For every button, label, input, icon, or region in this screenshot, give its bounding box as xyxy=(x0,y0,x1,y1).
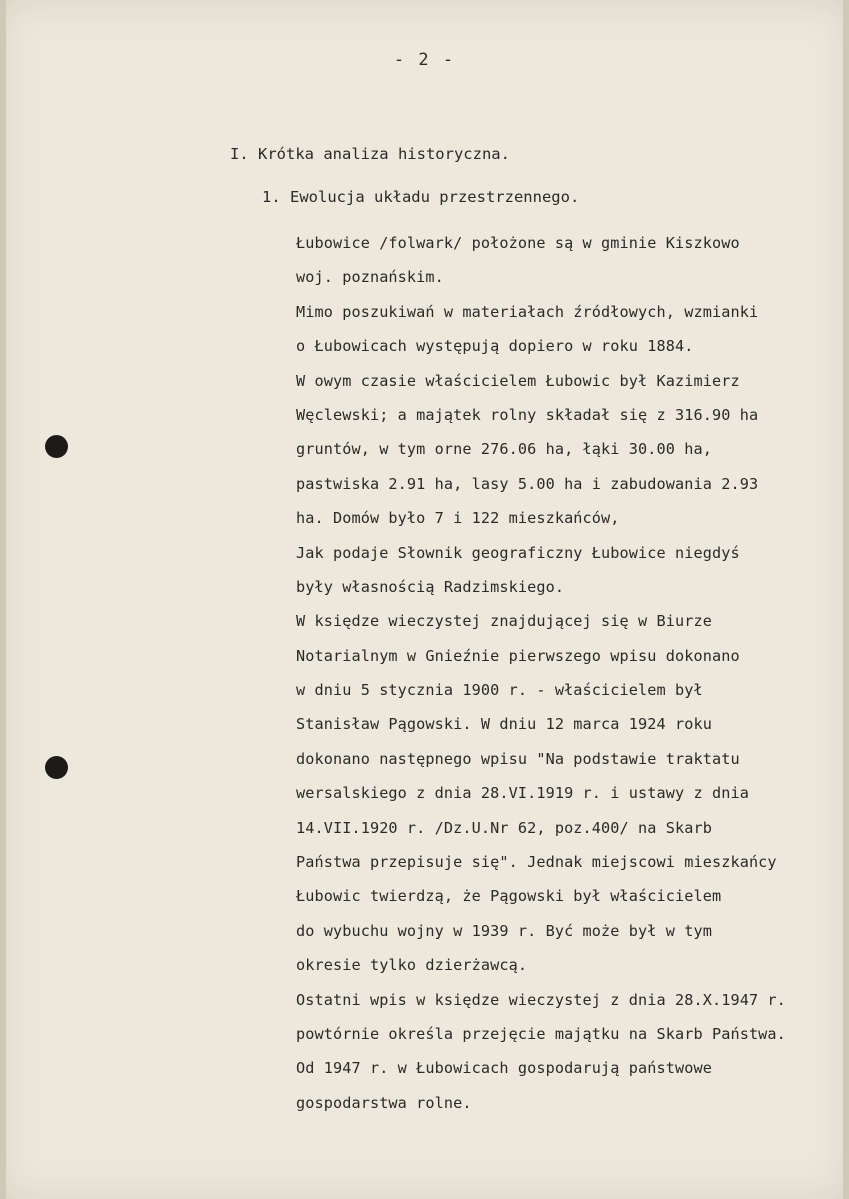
body-line: o Łubowicach występują dopiero w roku 1884. xyxy=(296,337,694,356)
subsection-heading: 1. Ewolucja układu przestrzennego. xyxy=(262,188,580,206)
body-line: powtórnie określa przejęcie majątku na Skarb Państwa. xyxy=(296,1024,786,1043)
body-line: ha. Domów było 7 i 122 mieszkańców, xyxy=(296,509,620,528)
punch-hole xyxy=(45,435,68,458)
body-line: woj. poznańskim. xyxy=(296,268,444,287)
body-line: Państwa przepisuje się". Jednak miejscowi mieszkańcy xyxy=(296,853,777,872)
body-line: pastwiska 2.91 ha, lasy 5.00 ha i zabudowania 2.93 xyxy=(296,474,759,493)
body-line: były własnością Radzimskiego. xyxy=(296,577,565,596)
page-left-edge xyxy=(0,0,6,1199)
body-line: do wybuchu wojny w 1939 r. Być może był w tym xyxy=(296,921,712,940)
body-line: wersalskiego z dnia 28.VI.1919 r. i ustawy z dnia xyxy=(296,784,749,803)
body-line: w dniu 5 stycznia 1900 r. - właścicielem był xyxy=(296,681,703,700)
body-line: Stanisław Pągowski. W dniu 12 marca 1924 roku xyxy=(296,715,712,734)
body-line: Od 1947 r. w Łubowicach gospodarują państwowe xyxy=(296,1059,712,1078)
page-right-edge xyxy=(843,0,849,1199)
body-text xyxy=(296,232,786,1126)
body-line: Łubowic twierdzą, że Pągowski był właścicielem xyxy=(296,887,722,906)
body-line: Ostatni wpis w księdze wieczystej z dnia 28.X.1947 r. xyxy=(296,990,786,1009)
body-line: W owym czasie właścicielem Łubowic był Kazimierz xyxy=(296,371,740,390)
body-line: gospodarstwa rolne. xyxy=(296,1093,472,1112)
punch-hole xyxy=(45,756,68,779)
section-heading: I. Krótka analiza historyczna. xyxy=(230,145,510,163)
body-line: Mimo poszukiwań w materiałach źródłowych, wzmianki xyxy=(296,302,759,321)
body-line: okresie tylko dzierżawcą. xyxy=(296,956,528,975)
body-line: Łubowice /folwark/ położone są w gminie Kiszkowo xyxy=(296,234,740,252)
body-line: Jak podaje Słownik geograficzny Łubowice niegdyś xyxy=(296,543,740,562)
body-line: W księdze wieczystej znajdującej się w Biurze xyxy=(296,612,712,631)
body-line: 14.VII.1920 r. /Dz.U.Nr 62, poz.400/ na Skarb xyxy=(296,818,712,837)
body-line: Węclewski; a majątek rolny składał się z 316.90 ha xyxy=(296,405,759,424)
body-line: gruntów, w tym orne 276.06 ha, łąki 30.00 ha, xyxy=(296,440,712,459)
body-line: Notarialnym w Gnieźnie pierwszego wpisu dokonano xyxy=(296,646,740,665)
page-number: - 2 - xyxy=(393,50,456,70)
body-line: dokonano następnego wpisu "Na podstawie traktatu xyxy=(296,749,740,768)
